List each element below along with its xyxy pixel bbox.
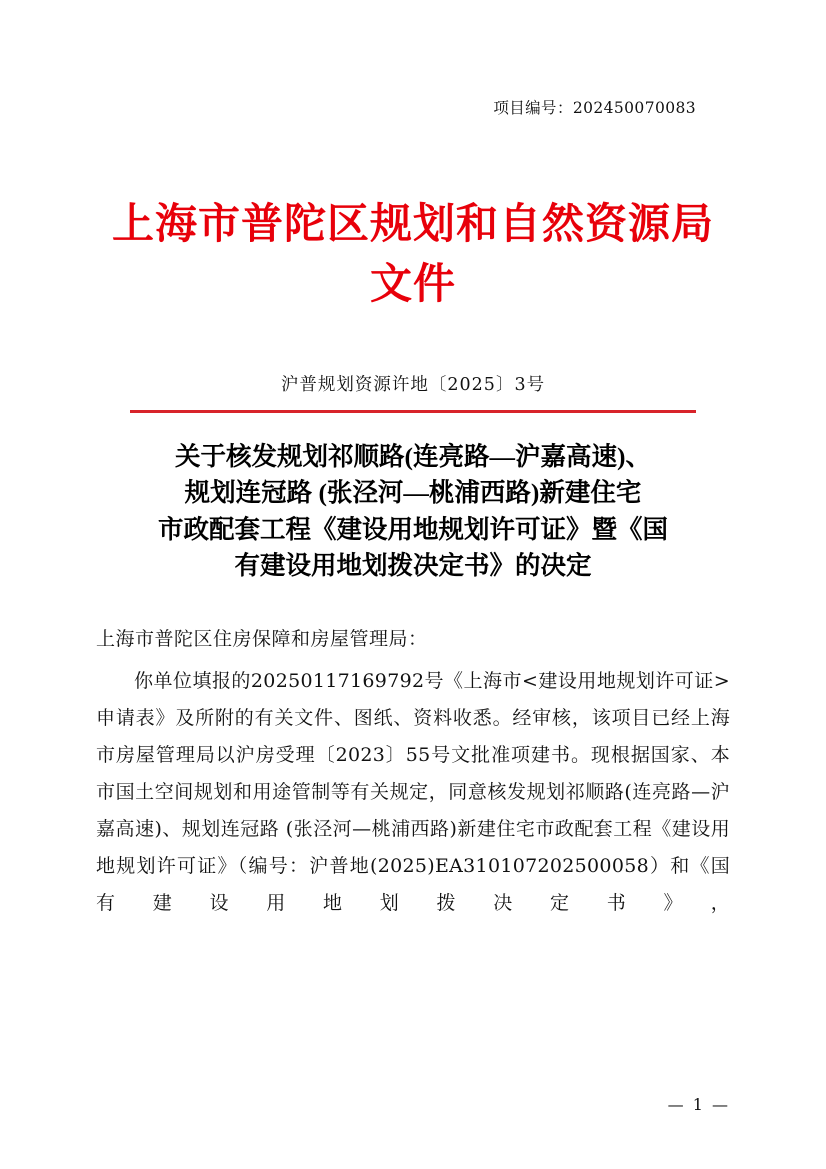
document-serial-number: 沪普规划资源许地〔2025〕3号 — [280, 375, 546, 396]
body-paragraph: 你单位填报的20250117169792号《上海市<建设用地规划许可证>申请表》及所附的有关文件、图纸、资料收悉。经审核，该项目已经上海市房屋管理局以沪房受理〔2023〕55号文批准项建书。现根据国家、本市国土空间规划和用途管制等有关规定，同意核发规划祁顺路(连亮路—沪嘉高速)、规划连冠路 (张泾河—桃浦西路)新建住宅市政配套工程《建设用地规划许可证》（编号：沪普地(2025)EA310107202500058）和《国有建设用地划拨决定书》， — [96, 670, 730, 915]
recipient-line: 上海市普陀区住房保障和房屋管理局： — [96, 628, 428, 651]
page-number: — 1 — — [667, 1095, 730, 1114]
red-divider-rule — [130, 410, 696, 413]
subject-line-1: 关于核发规划祁顺路(连亮路—沪嘉高速)、 — [175, 442, 651, 472]
subject-line-3: 市政配套工程《建设用地规划许可证》暨《国 — [157, 514, 668, 544]
org-name: 上海市普陀区规划和自然资源局 — [111, 202, 714, 248]
subject-line-2: 规划连冠路 (张泾河—桃浦西路)新建住宅 — [184, 478, 642, 508]
project-number: 项目编号：202450070083 — [493, 99, 696, 117]
document-subject-title — [96, 439, 730, 584]
subject-line-4: 有建设用地划拨决定书》的决定 — [234, 550, 592, 580]
org-doc-word: 文件 — [369, 261, 456, 308]
issuing-organization-title — [96, 196, 730, 315]
